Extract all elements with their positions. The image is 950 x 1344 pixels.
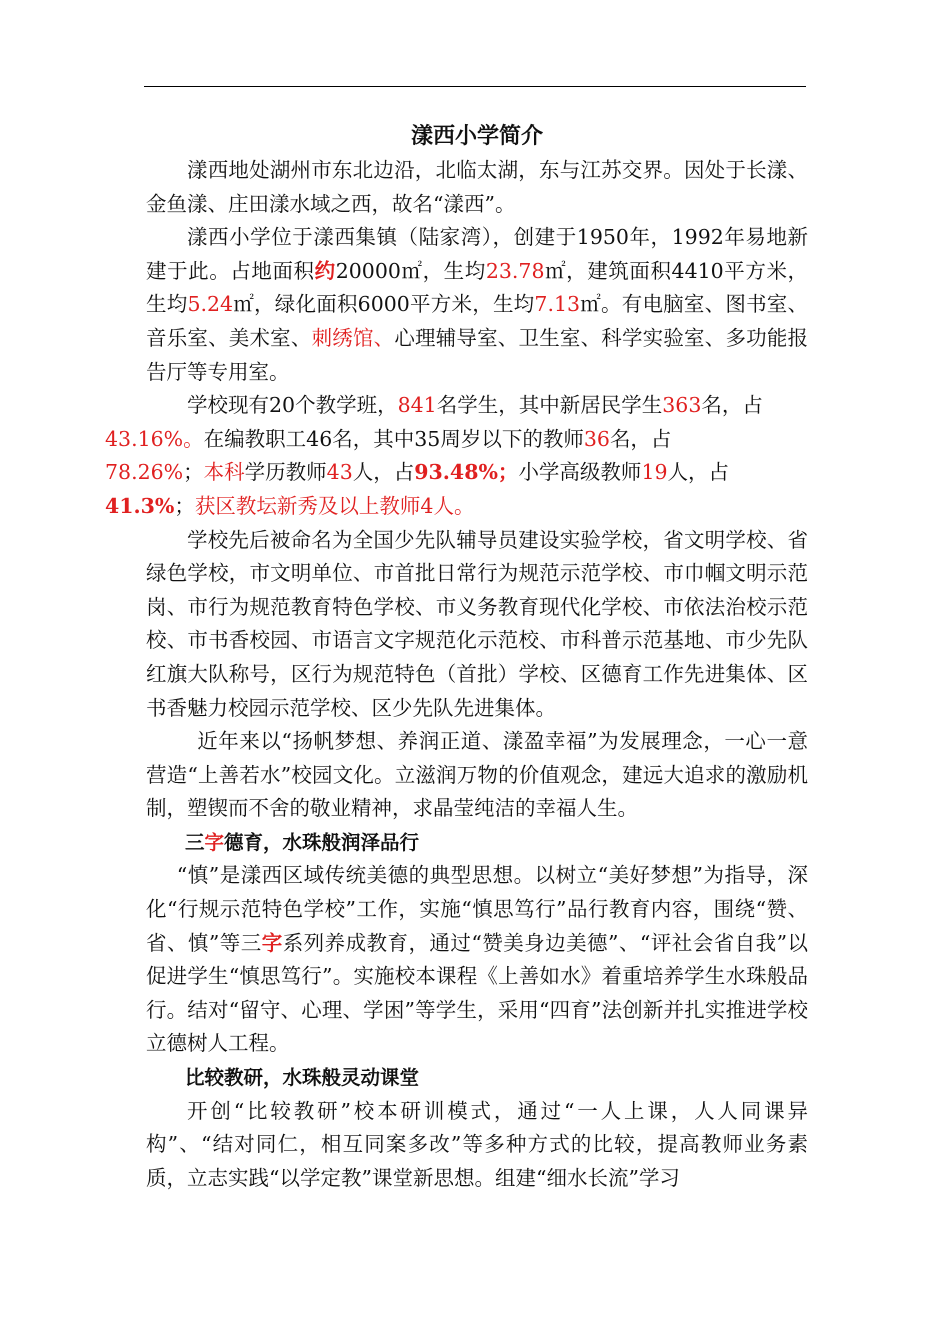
paragraph-statistics bbox=[105, 389, 808, 523]
highlight-span: 36 bbox=[583, 426, 610, 451]
highlight-span: 5.24 bbox=[187, 292, 234, 317]
section-heading-teaching-research: 比较教研，水珠般灵动课堂 bbox=[185, 1066, 420, 1090]
text-span: 漾西小学位于漾西集镇（陆家湾），创建于1950年，1992年易地新建于此。占地面积 bbox=[146, 225, 808, 283]
text-span: ㎡，建筑面积4410平方米，生均 bbox=[146, 258, 809, 317]
paragraph-teaching-research: 开创“比较教研”校本研训模式，通过“一人上课，人人同课异构”、“结对同仁，相互同案多改”等多种方式的比较，提高教师业务素质，立志实践“以学定教”课堂新思想。组建“细水长流”学习 bbox=[146, 1098, 808, 1190]
highlight-span: 23.78 bbox=[485, 258, 545, 283]
paragraph-philosophy: 近年来以“扬帆梦想、养润正道、漾盈幸福”为发展理念，一心一意营造“上善若水”校园文化。立滋润万物的价值观念，建远大追求的激励机制，塑锲而不舍的敬业精神，求晶莹纯洁的幸福人生。 bbox=[146, 729, 808, 821]
highlight-span: 93.48%； bbox=[414, 460, 519, 485]
paragraph-facilities bbox=[146, 221, 808, 389]
text-span: 德育，水珠般润泽品行 bbox=[224, 830, 420, 854]
text-span: 在编教职工46名，其中35周岁以下的教师 bbox=[203, 426, 584, 451]
highlight-span: 7.13 bbox=[534, 292, 581, 317]
text-span: 三 bbox=[185, 830, 205, 854]
text-span: ； bbox=[183, 460, 204, 485]
text-span: 人，占 bbox=[352, 460, 415, 485]
paragraph-location: 漾西地处湖州市东北边沿，北临太湖，东与江苏交界。因处于长漾、金鱼漾、庄田漾水域之西，故名“漾西”。 bbox=[146, 158, 808, 216]
text-span: 学校现有20个教学班， bbox=[187, 393, 398, 418]
highlight-span: 刺绣馆、 bbox=[311, 325, 395, 350]
highlight-span: 841 bbox=[397, 393, 437, 418]
text-span: 名学生，其中新居民学生 bbox=[436, 393, 663, 418]
highlight-span: 19 bbox=[641, 460, 668, 485]
header-rule bbox=[144, 86, 806, 87]
paragraph-honors: 学校先后被命名为全国少先队辅导员建设实验学校，省文明学校、省绿色学校，市文明单位、市首批日常行为规范示范学校、市巾帼文明示范岗、市行为规范教育特色学校、市义务教育现代化学校、市依法治校示范校、市书香校园、市语言文字规范化示范校、市科普示范基地、市少先队红旗大队称号，区行为规范特色（首批）学校、区德育工作先进集体、区书香魅力校园示范学校、区少先队先进集体。 bbox=[146, 527, 808, 720]
text-span: 心理辅导室、卫生室、科学实验室、多功能报告厅等专用室。 bbox=[146, 325, 809, 384]
section-heading-moral-education bbox=[146, 826, 808, 860]
highlight-span: 获区教坛新秀及以上教师4人。 bbox=[194, 493, 475, 518]
text-span: ； bbox=[174, 493, 195, 518]
highlight-span: 字 bbox=[261, 930, 283, 955]
highlight-span: 约 bbox=[314, 258, 336, 283]
text-span: ㎡。有电脑室、图书室、音乐室、美术室、 bbox=[146, 292, 809, 350]
paragraph-moral-education bbox=[146, 859, 808, 1061]
text-span: 人，占 bbox=[667, 460, 730, 485]
text-span: 名，占 bbox=[609, 426, 672, 451]
highlight-span: 字 bbox=[204, 830, 225, 854]
highlight-span: 43 bbox=[326, 460, 353, 485]
highlight-span: 78.26% bbox=[105, 460, 184, 485]
document-title: 漾西小学简介 bbox=[410, 123, 543, 149]
text-span: “慎”是漾西区域传统美德的典型思想。以树立“美好梦想”为指导，深化“行规示范特色学校”工作，实施“慎思笃行”品行教育内容，围绕“赞、省、慎”等三 bbox=[146, 863, 808, 955]
text-span: 小学高级教师 bbox=[518, 460, 642, 485]
highlight-span: 43.16%。 bbox=[105, 426, 204, 451]
text-span: 学历教师 bbox=[244, 460, 327, 485]
highlight-span: 41.3% bbox=[105, 493, 175, 518]
text-span: 系列养成教育，通过“赞美身边美德”、“评社会省自我”以促进学生“慎思笃行”。实施校本课程《上善如水》着重培养学生水珠般品行。结对“留守、心理、学困”等学生，采用“四育”法创新并扎实推进学校立德树人工程。 bbox=[146, 930, 809, 1056]
highlight-span: 本科 bbox=[203, 460, 245, 485]
text-span: 20000㎡，生均 bbox=[335, 258, 486, 283]
text-span: ㎡，绿化面积6000平方米，生均 bbox=[233, 292, 535, 317]
text-span: 名，占 bbox=[701, 393, 763, 418]
highlight-span: 363 bbox=[662, 393, 702, 418]
document-body bbox=[105, 118, 809, 1195]
